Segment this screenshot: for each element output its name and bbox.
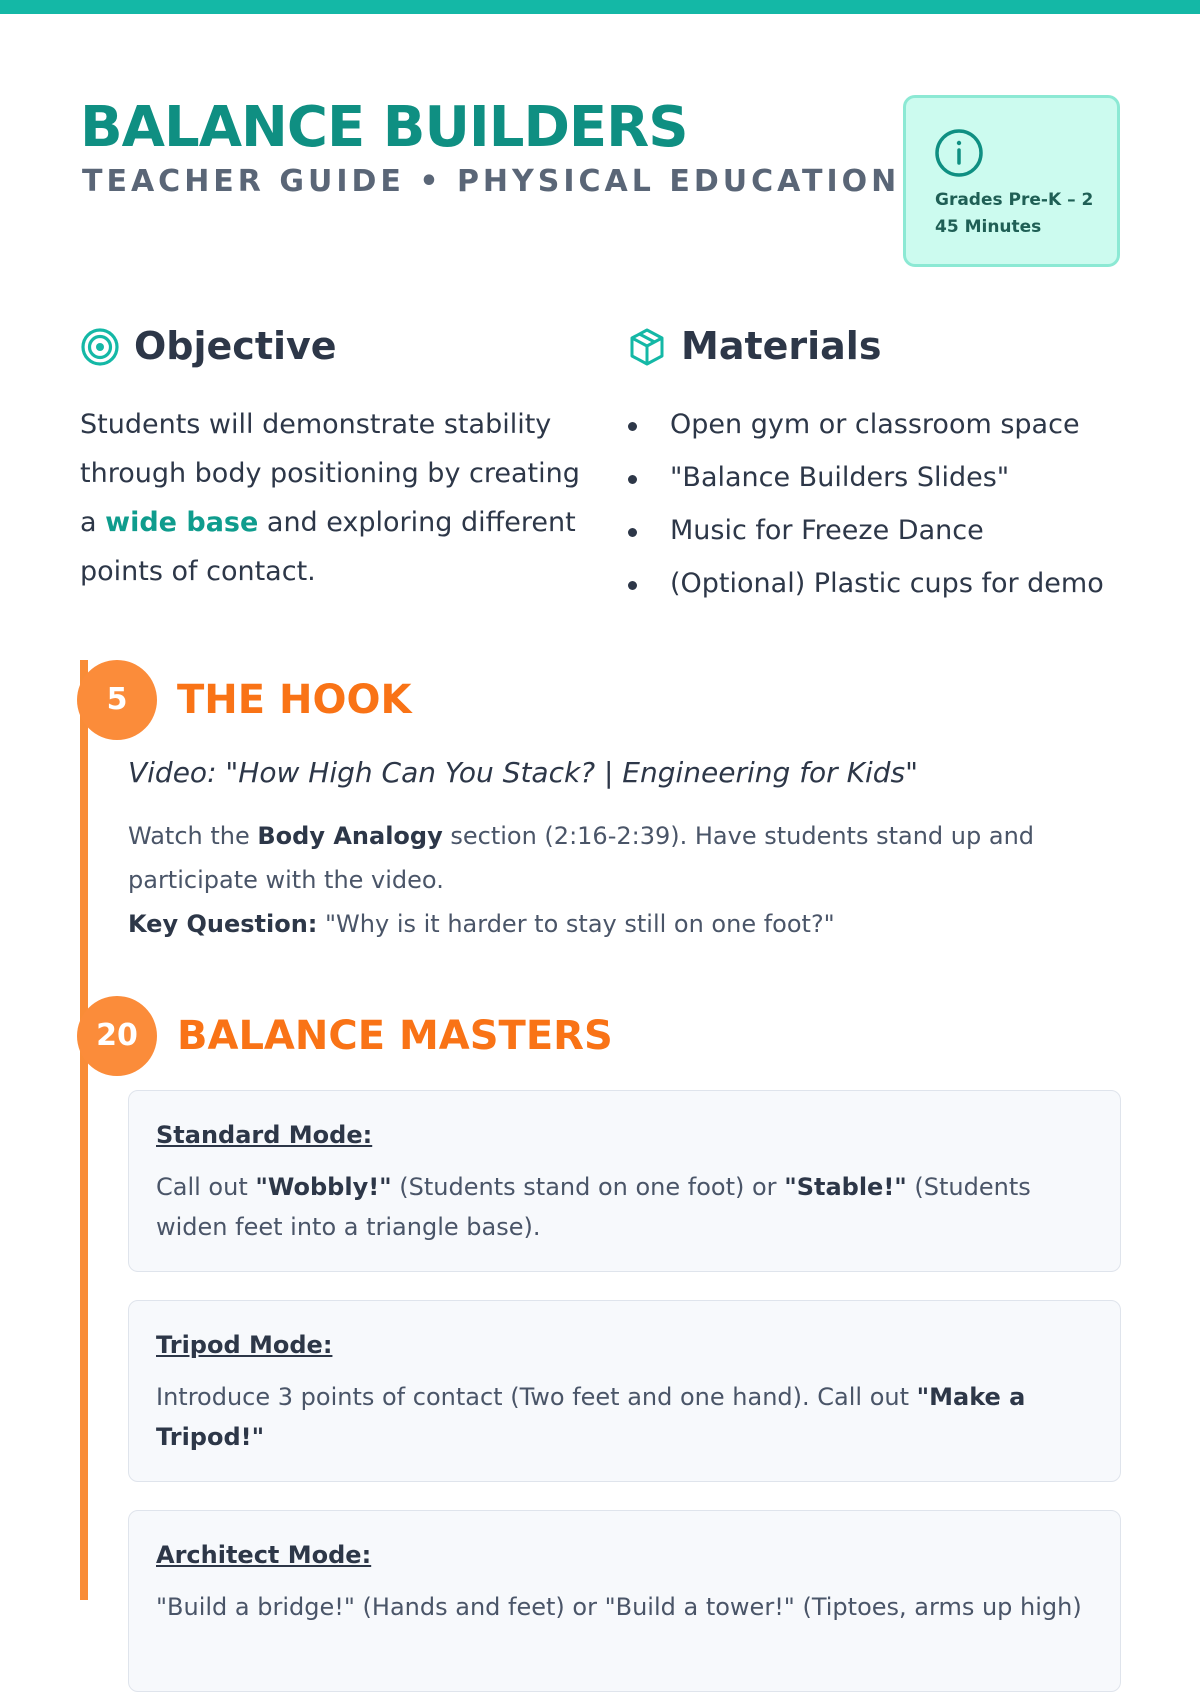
hook-text-start: Watch the <box>128 822 258 850</box>
info-icon <box>934 128 984 178</box>
target-icon <box>80 327 120 367</box>
mode-bold: "Make a Tripod!" <box>156 1383 1026 1451</box>
objective-heading: Objective <box>134 324 337 368</box>
info-card <box>903 95 1120 267</box>
masters-minutes-badge: 20 <box>77 996 157 1076</box>
page-title: BALANCE BUILDERS <box>80 95 688 160</box>
mode-text: (Students stand on one foot) or <box>391 1173 785 1201</box>
mode-title: Architect Mode: <box>156 1541 372 1569</box>
materials-heading: Materials <box>681 324 882 368</box>
masters-title: BALANCE MASTERS <box>177 1013 613 1059</box>
list-item: Open gym or classroom space <box>625 400 1104 453</box>
mode-title: Tripod Mode: <box>156 1331 333 1359</box>
key-question-label: Key Question: <box>128 910 318 938</box>
mode-description <box>156 1377 1096 1457</box>
hook-instructions <box>128 814 1048 946</box>
hook-title: THE HOOK <box>177 677 412 723</box>
list-item: Music for Freeze Dance <box>625 506 1104 559</box>
mode-text: Introduce 3 points of contact (Two feet and one hand). Call out <box>156 1383 917 1411</box>
objective-highlight: wide base <box>105 507 259 538</box>
mode-card-tripod <box>128 1300 1121 1482</box>
mode-text: Call out <box>156 1173 256 1201</box>
list-item: (Optional) Plastic cups for demo <box>625 559 1104 612</box>
grades-label: Grades Pre-K – 2 <box>935 190 1094 210</box>
box-icon <box>627 327 667 367</box>
mode-description <box>156 1587 1096 1627</box>
duration-label: 45 Minutes <box>935 217 1042 237</box>
timeline-line <box>80 660 88 1600</box>
mode-card-architect <box>128 1510 1121 1692</box>
mode-bold: "Wobbly!" <box>255 1173 392 1201</box>
page-subtitle: TEACHER GUIDE • PHYSICAL EDUCATION <box>82 164 901 199</box>
top-accent-bar <box>0 0 1200 14</box>
mode-bold: "Stable!" <box>784 1173 907 1201</box>
mode-card-standard <box>128 1090 1121 1272</box>
list-item: "Balance Builders Slides" <box>625 453 1104 506</box>
objective-text-start: Students will demonstrate stability through body positioning by creating a <box>80 409 580 538</box>
materials-list <box>625 400 1104 612</box>
hook-video-title: Video: "How High Can You Stack? | Engineering for Kids" <box>128 756 918 789</box>
objective-text <box>80 400 580 596</box>
mode-description <box>156 1167 1096 1247</box>
mode-text: (Students widen feet into a triangle base). <box>156 1173 1031 1241</box>
key-question-text: "Why is it harder to stay still on one foot?" <box>317 910 835 938</box>
objective-text-end: and exploring different points of contact. <box>80 507 576 587</box>
hook-minutes-badge: 5 <box>77 660 157 740</box>
hook-text-end: section (2:16-2:39). Have students stand up and participate with the video. <box>128 822 1035 894</box>
mode-title: Standard Mode: <box>156 1121 373 1149</box>
hook-text-bold: Body Analogy <box>257 822 443 850</box>
mode-text: "Build a bridge!" (Hands and feet) or "Build a tower!" (Tiptoes, arms up high) <box>156 1593 1082 1621</box>
